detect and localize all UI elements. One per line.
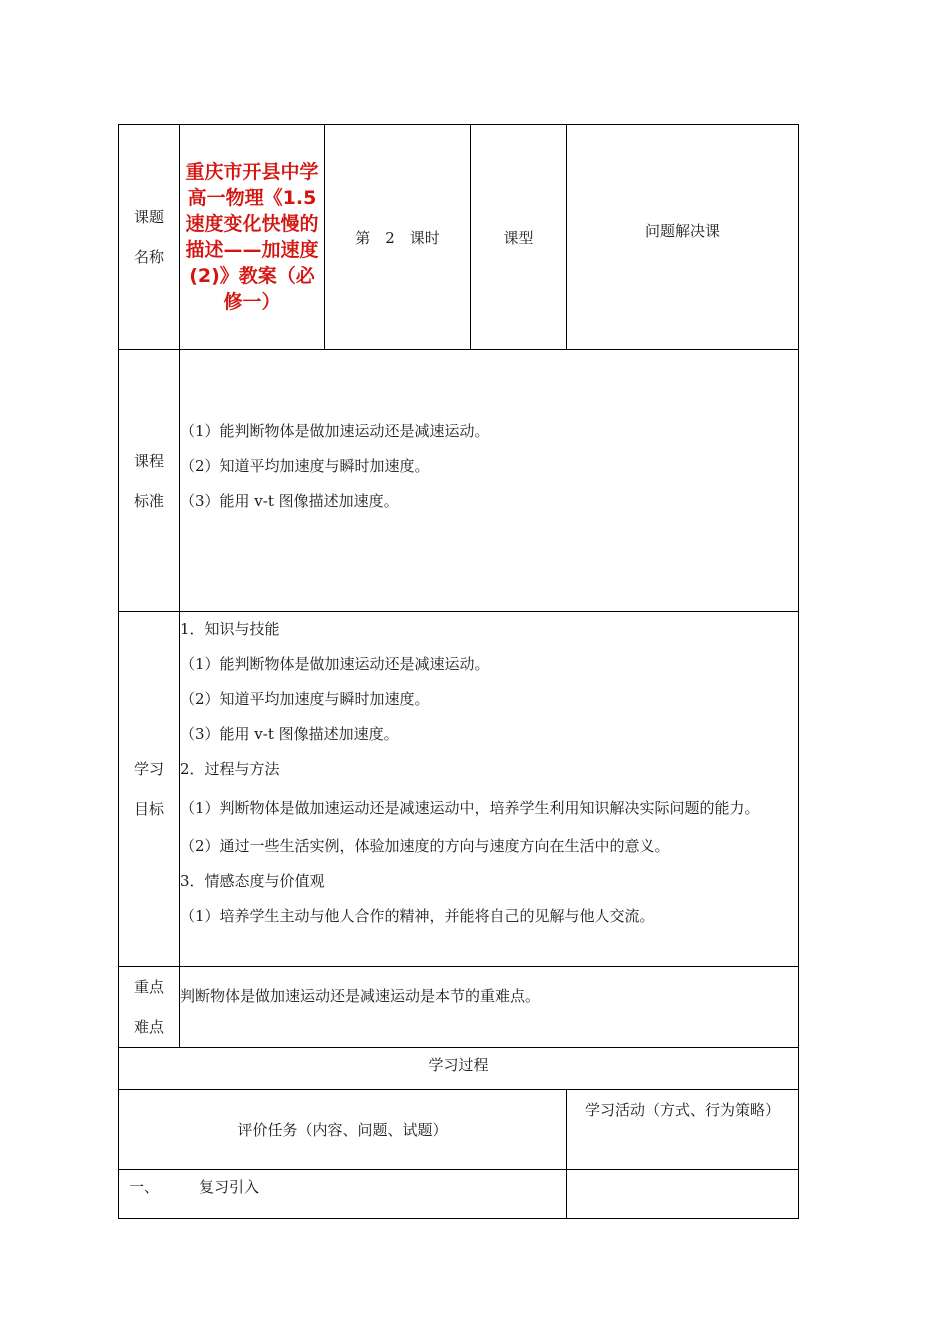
process-row-1	[119, 1170, 799, 1219]
goals-s2-item-2: （2）通过一些生活实例，体验加速度的方向与速度方向在生活中的意义。	[180, 837, 670, 855]
title-label-line1: 课题	[133, 208, 164, 226]
standard-label-cell	[119, 350, 180, 612]
lesson-title: 重庆市开县中学高一物理《1.5 速度变化快慢的描述——加速度(2)》教案（必修一）	[180, 125, 325, 350]
process-col2-header: 学习活动（方式、行为策略）	[567, 1090, 799, 1170]
title-label-cell	[119, 125, 180, 350]
goals-label-line2: 目标	[133, 800, 164, 818]
type-label: 课型	[471, 125, 567, 350]
type-value: 问题解决课	[567, 125, 799, 350]
process-row-1-text: 复习引入	[199, 1178, 260, 1196]
standard-label-line2: 标准	[133, 491, 164, 510]
standard-row	[119, 350, 799, 612]
lesson-plan-table	[118, 124, 799, 1219]
goals-section-3-title: 3．情感态度与价值观	[180, 872, 325, 890]
process-row-1-number: 一、	[129, 1178, 160, 1196]
process-row-1-activity	[567, 1170, 799, 1219]
process-title-row	[119, 1048, 799, 1090]
lesson-number: 第 2 课时	[325, 125, 471, 350]
goals-section-2-title: 2．过程与方法	[180, 760, 280, 778]
goals-label-line1: 学习	[133, 760, 164, 778]
process-col1-header: 评价任务（内容、问题、试题）	[119, 1090, 567, 1170]
key-content: 判断物体是做加速运动还是减速运动是本节的重难点。	[180, 967, 799, 1048]
goals-label-cell	[119, 612, 180, 967]
standard-label-line1: 课程	[133, 451, 164, 470]
key-label-line2: 难点	[133, 1018, 164, 1036]
title-row	[119, 125, 799, 350]
goals-row	[119, 612, 799, 967]
process-header-row	[119, 1090, 799, 1170]
process-row-1-task	[119, 1170, 567, 1219]
goals-section-1-title: 1．知识与技能	[180, 620, 280, 638]
title-label-line2: 名称	[133, 248, 164, 266]
goals-content	[180, 612, 799, 967]
process-title: 学习过程	[119, 1048, 799, 1090]
goals-s1-item-2: （2）知道平均加速度与瞬时加速度。	[180, 690, 430, 708]
key-label-cell	[119, 967, 180, 1048]
key-row	[119, 967, 799, 1048]
goals-s3-item-1: （1）培养学生主动与他人合作的精神，并能将自己的见解与他人交流。	[180, 907, 655, 925]
standard-content	[180, 350, 799, 612]
key-label-line1: 重点	[133, 978, 164, 996]
standard-item-1: （1）能判断物体是做加速运动还是减速运动。	[180, 422, 490, 440]
standard-item-2: （2）知道平均加速度与瞬时加速度。	[180, 457, 430, 475]
goals-s1-item-3: （3）能用 v-t 图像描述加速度。	[180, 725, 399, 743]
goals-s1-item-1: （1）能判断物体是做加速运动还是减速运动。	[180, 655, 490, 673]
goals-s2-item-1: （1）判断物体是做加速运动还是减速运动中，培养学生利用知识解决实际问题的能力。	[180, 799, 760, 817]
standard-item-3: （3）能用 v-t 图像描述加速度。	[180, 492, 399, 510]
